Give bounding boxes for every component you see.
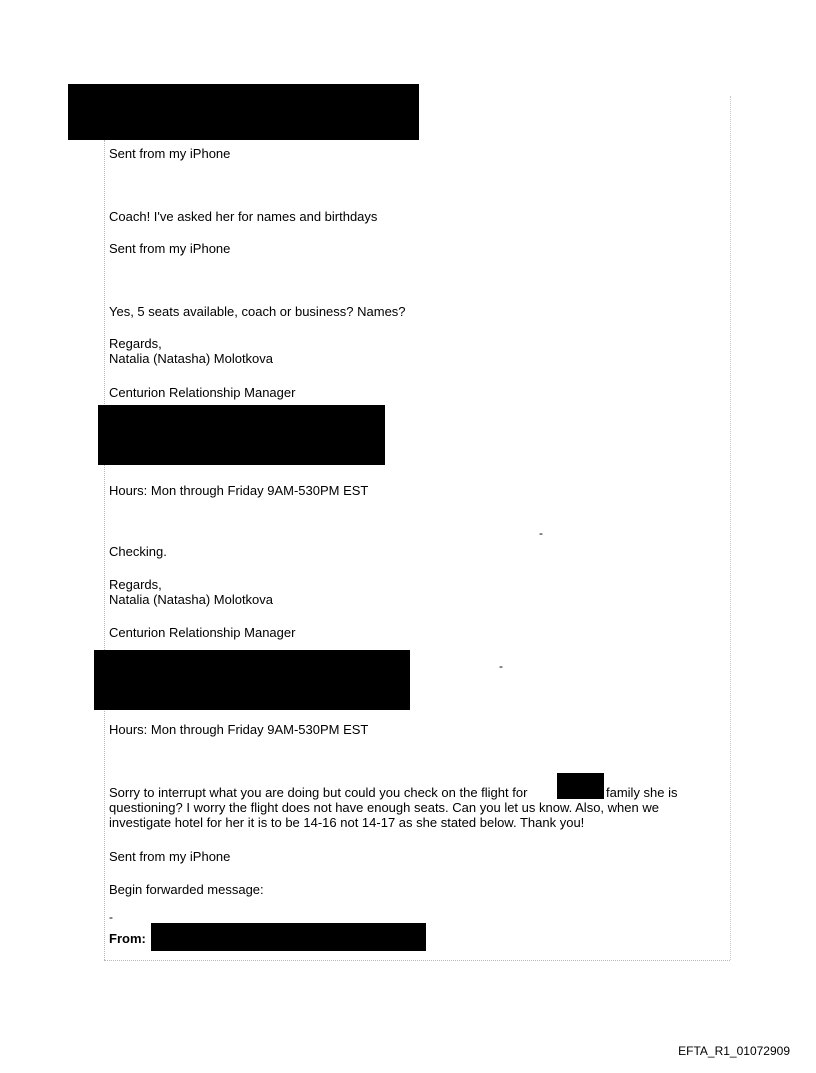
sender-title: Centurion Relationship Manager (109, 385, 296, 400)
redaction-block-from (151, 923, 426, 951)
from-field (109, 931, 146, 946)
sender-name: Natalia (Natasha) Molotkova (109, 351, 274, 366)
redaction-block-contact (98, 405, 385, 465)
signature-iphone: Sent from my iPhone (109, 146, 231, 161)
from-label: From: (109, 931, 146, 946)
separator-dash: - (109, 910, 113, 924)
redaction-block-contact (94, 650, 410, 710)
message-sorry-line-1 (109, 785, 527, 800)
signature-iphone: Sent from my iPhone (109, 849, 231, 864)
document-id: EFTA_R1_01072909 (678, 1044, 790, 1058)
sender-title: Centurion Relationship Manager (109, 625, 296, 640)
separator-dash: - (539, 526, 543, 540)
sender-name: Natalia (Natasha) Molotkova (109, 592, 274, 607)
bottom-border-line (104, 960, 730, 961)
forwarded-message-label: Begin forwarded message: (109, 882, 264, 897)
office-hours: Hours: Mon through Friday 9AM-530PM EST (109, 483, 369, 498)
message-checking: Checking. (109, 544, 167, 559)
left-border-line (104, 140, 105, 960)
message-text: family she is (606, 785, 678, 800)
right-border-line (730, 96, 731, 960)
message-sorry-line-3: investigate hotel for her it is to be 14-16 not 14-17 as she stated below. Thank you! (109, 815, 585, 830)
message-coach: Coach! I've asked her for names and birthdays (109, 209, 378, 224)
redaction-block-header (68, 84, 419, 140)
message-seats: Yes, 5 seats available, coach or business? Names? (109, 304, 406, 319)
message-text: Sorry to interrupt what you are doing but could you check on the flight for (109, 785, 528, 800)
signature-iphone: Sent from my iPhone (109, 241, 231, 256)
message-sorry-line-2: questioning? I worry the flight does not have enough seats. Can you let us know. Also, when we (109, 800, 659, 815)
regards: Regards, (109, 336, 162, 351)
office-hours: Hours: Mon through Friday 9AM-530PM EST (109, 722, 369, 737)
redaction-block-name (557, 773, 604, 799)
regards: Regards, (109, 577, 162, 592)
separator-dash: - (499, 659, 503, 673)
